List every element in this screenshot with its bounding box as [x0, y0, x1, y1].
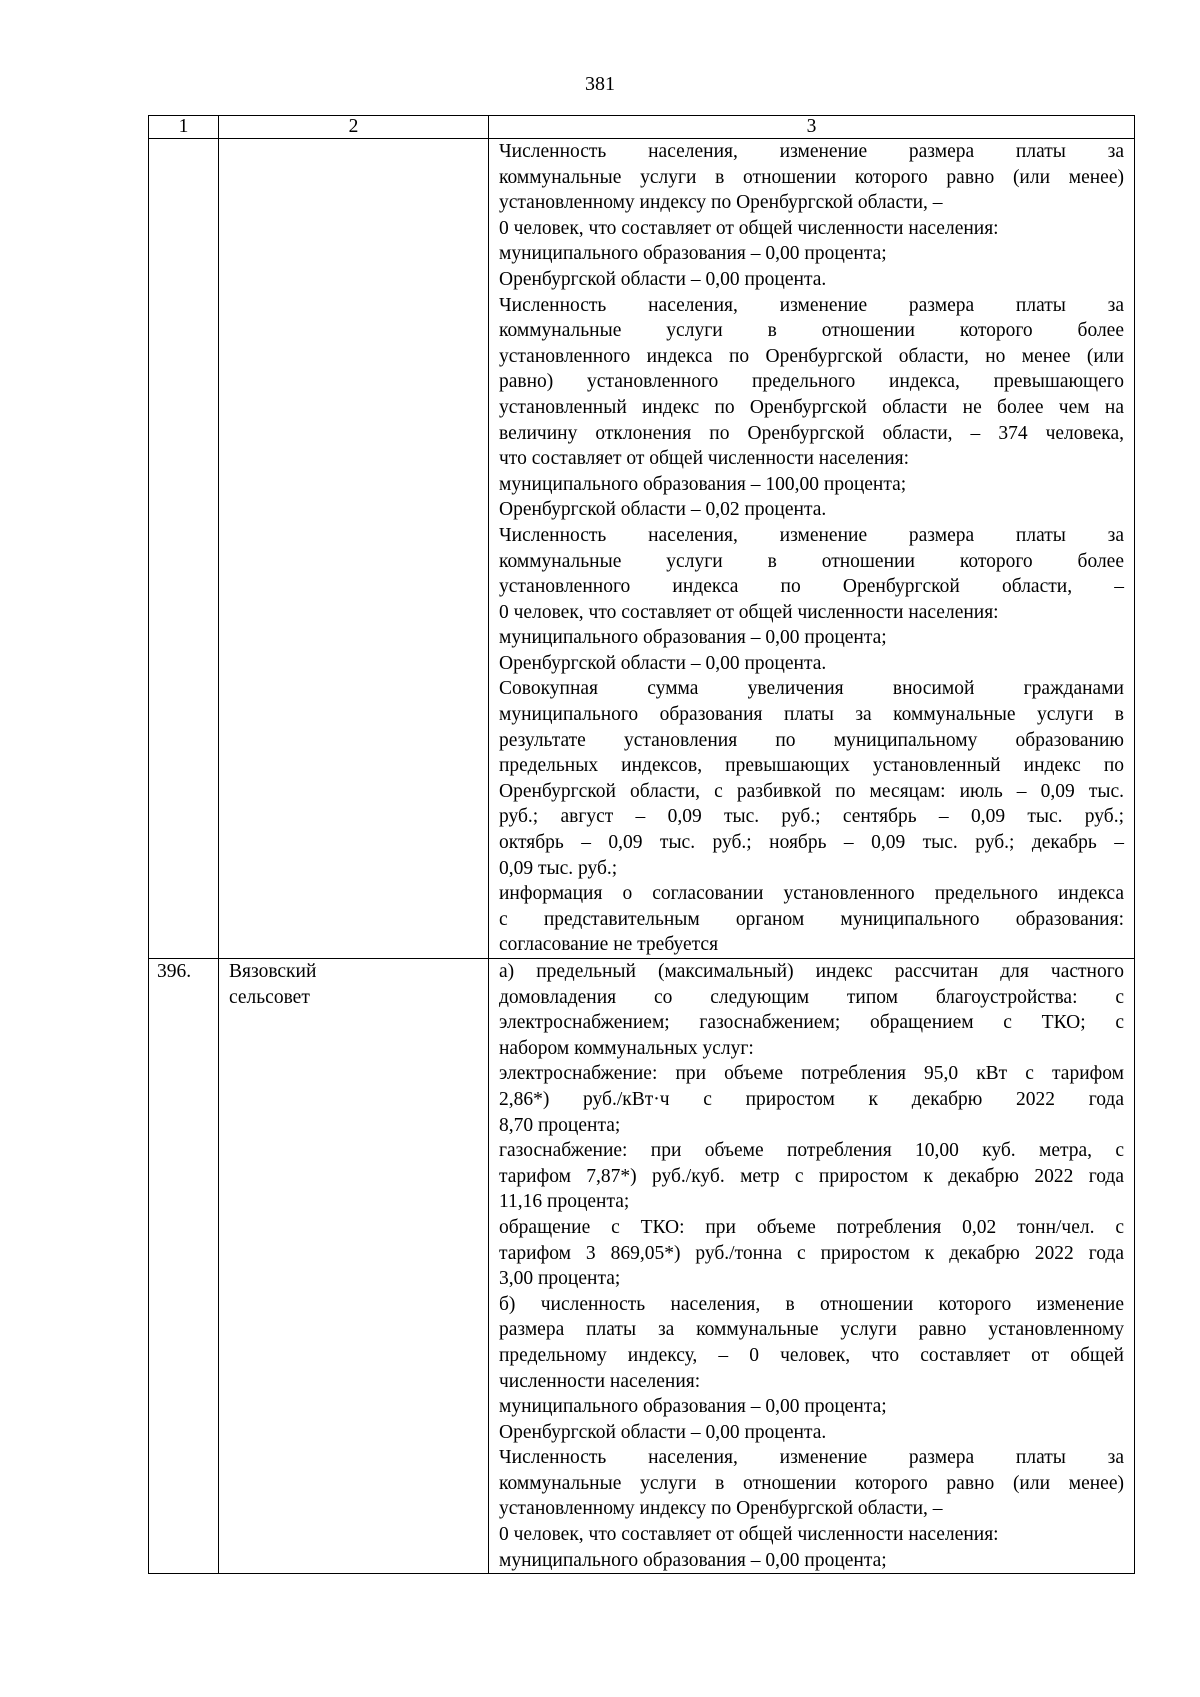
- text-line: а) предельный (максимальный) индекс рассчитан для частного: [499, 961, 1124, 982]
- text-line: тарифом 7,87*) руб./куб. метр с приростом к декабрю 2022 года: [499, 1165, 1124, 1187]
- table-header-row: [149, 116, 1135, 139]
- column-header: 2: [219, 116, 489, 139]
- text-line: 0 человек, что составляет от общей численности населения:: [499, 217, 999, 239]
- text-line: муниципального образования – 0,00 процента;: [499, 243, 887, 265]
- text-line: муниципального образования – 100,00 процента;: [499, 473, 907, 495]
- text-line: установленного индекса по Оренбургской области, –: [499, 576, 1124, 598]
- text-line: муниципального образования – 0,00 процента;: [499, 1549, 887, 1571]
- data-table: [148, 115, 1135, 1574]
- text-line: с представительным органом муниципального образования:: [499, 908, 1124, 930]
- text-line: Оренбургской области – 0,02 процента.: [499, 499, 827, 521]
- text-line: Численность населения, изменение размера платы за: [499, 141, 1124, 162]
- text-line: величину отклонения по Оренбургской области, – 374 человека,: [499, 422, 1124, 444]
- row-number: [149, 139, 219, 959]
- text-line: равно) установленного предельного индекса, превышающего: [499, 371, 1124, 393]
- row-name: [219, 139, 489, 959]
- text-line: Численность населения, изменение размера платы за: [499, 524, 1124, 546]
- table-row: [149, 139, 1135, 959]
- row-name: Вязовский сельсовет: [219, 959, 489, 1574]
- text-line: домовладения со следующим типом благоустройства: с: [499, 986, 1124, 1008]
- text-line: предельных индексов, превышающих установленный индекс по: [499, 755, 1124, 777]
- text-line: электроснабжение: при объеме потребления 95,0 кВт с тарифом: [499, 1063, 1124, 1085]
- text-line: 0 человек, что составляет от общей численности населения:: [499, 1524, 999, 1546]
- text-line: 3,00 процента;: [499, 1268, 621, 1290]
- text-line: коммунальные услуги в отношении которого более: [499, 320, 1124, 342]
- text-line: Оренбургской области – 0,00 процента.: [499, 268, 827, 290]
- page-number: 381: [585, 73, 615, 95]
- row-description: [489, 139, 1135, 959]
- text-line: предельному индексу, – 0 человек, что составляет от общей: [499, 1344, 1124, 1366]
- column-header: 1: [149, 116, 219, 139]
- text-line: коммунальные услуги в отношении которого более: [499, 550, 1124, 572]
- text-line: коммунальные услуги в отношении которого равно (или менее): [499, 1472, 1124, 1494]
- text-line: муниципального образования – 0,00 процента;: [499, 627, 887, 649]
- text-line: газоснабжение: при объеме потребления 10,00 куб. метра, с: [499, 1140, 1124, 1162]
- column-header: 3: [489, 116, 1135, 139]
- text-line: информация о согласовании установленного предельного индекса: [499, 883, 1124, 905]
- text-line: установленному индексу по Оренбургской области, –: [499, 1498, 943, 1520]
- row-description: [489, 959, 1135, 1574]
- text-line: что составляет от общей численности населения:: [499, 448, 910, 470]
- row-number: 396.: [149, 959, 219, 1574]
- text-line: 11,16 процента;: [499, 1191, 630, 1213]
- text-line: обращение с ТКО: при объеме потребления 0,02 тонн/чел. с: [499, 1216, 1124, 1238]
- text-line: размера платы за коммунальные услуги равно установленному: [499, 1319, 1124, 1341]
- text-line: б) численность населения, в отношении которого изменение: [499, 1293, 1124, 1315]
- text-line: установленного индекса по Оренбургской области, но менее (или: [499, 345, 1124, 367]
- text-line: 8,70 процента;: [499, 1114, 621, 1136]
- text-line: 0 человек, что составляет от общей численности населения:: [499, 601, 999, 623]
- text-line: Оренбургской области, с разбивкой по месяцам: июль – 0,09 тыс.: [499, 780, 1124, 802]
- text-line: электроснабжением; газоснабжением; обращением с ТКО; с: [499, 1012, 1124, 1034]
- text-line: муниципального образования – 0,00 процента;: [499, 1396, 887, 1418]
- text-line: результате установления по муниципальному образованию: [499, 729, 1124, 751]
- text-line: Оренбургской области – 0,00 процента.: [499, 1421, 827, 1443]
- text-line: Численность населения, изменение размера платы за: [499, 294, 1124, 316]
- text-line: Численность населения, изменение размера платы за: [499, 1447, 1124, 1469]
- text-line: согласование не требуется: [499, 934, 719, 956]
- text-line: 2,86*) руб./кВт·ч с приростом к декабрю 2022 года: [499, 1088, 1124, 1110]
- text-line: октябрь – 0,09 тыс. руб.; ноябрь – 0,09 тыс. руб.; декабрь –: [499, 832, 1124, 854]
- text-line: набором коммунальных услуг:: [499, 1037, 754, 1059]
- text-line: Оренбургской области – 0,00 процента.: [499, 652, 827, 674]
- text-line: Совокупная сумма увеличения вносимой гражданами: [499, 678, 1124, 700]
- text-line: коммунальные услуги в отношении которого равно (или менее): [499, 166, 1124, 188]
- text-line: руб.; август – 0,09 тыс. руб.; сентябрь – 0,09 тыс. руб.;: [499, 806, 1124, 828]
- table-row: [149, 959, 1135, 1574]
- text-line: установленному индексу по Оренбургской области, –: [499, 192, 943, 214]
- text-line: 0,09 тыс. руб.;: [499, 857, 618, 879]
- text-line: численности населения:: [499, 1370, 701, 1392]
- text-line: установленный индекс по Оренбургской области не более чем на: [499, 396, 1124, 418]
- text-line: тарифом 3 869,05*) руб./тонна с приростом к декабрю 2022 года: [499, 1242, 1124, 1264]
- text-line: муниципального образования платы за коммунальные услуги в: [499, 704, 1124, 726]
